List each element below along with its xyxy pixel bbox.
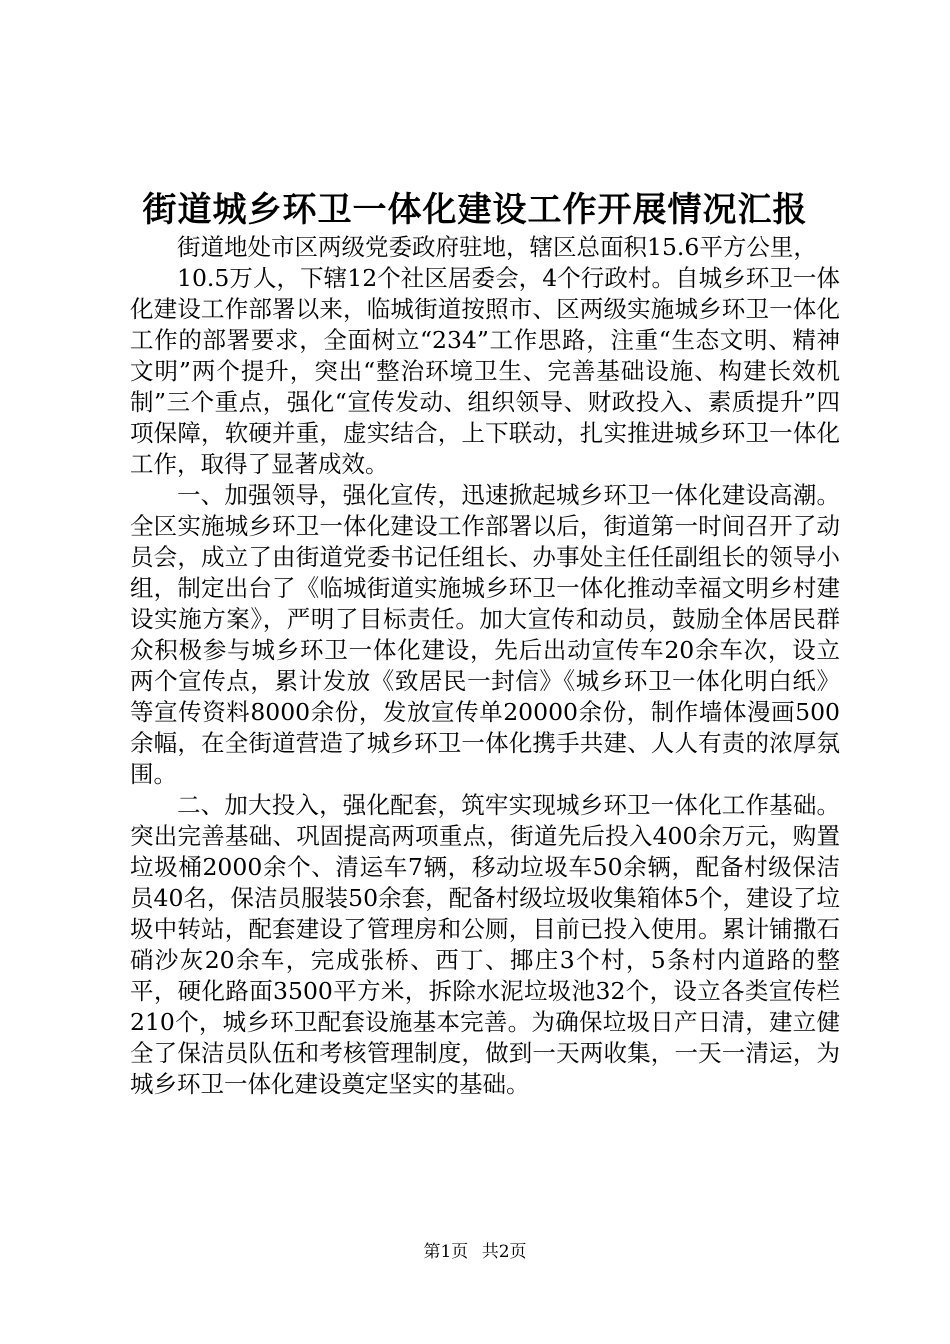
paragraph-section-2: 二、加大投入，强化配套，筑牢实现城乡环卫一体化工作基础。突出完善基础、巩固提高两项重点，街道先后投入400余万元，购置垃圾桶2000余个、清运车7辆，移动垃圾车50余辆，配备村级保洁员40名，保洁员服装50余套，配备村级垃圾收集箱体5个，建设了垃圾中转站，配套建设了管理房和公厕，目前已投入使用。累计铺撒石硝沙灰20余车，完成张桥、西丁、揶庄3个村，5条村内道路的整平，硬化路面3500平方米，拆除水泥垃圾池32个，设立各类宣传栏210个，城乡环卫配套设施基本完善。为确保垃圾日产日清，建立健全了保洁员队伍和考核管理制度，做到一天两收集，一天一清运，为城乡环卫一体化建设奠定坚实的基础。 bbox=[130, 791, 840, 1098]
paragraph-intro: 街道地处市区两级党委政府驻地，辖区总面积15.6平方公里， bbox=[177, 233, 817, 261]
document-body bbox=[130, 232, 840, 1100]
page-footer bbox=[0, 1240, 950, 1264]
page-total: 共2页 bbox=[481, 1242, 527, 1262]
paragraph-section-1: 一、加强领导，强化宣传，迅速掀起城乡环卫一体化建设高潮。全区实施城乡环卫一体化建设工作部署以后，街道第一时间召开了动员会，成立了由街道党委书记任组长、办事处主任任副组长的领导小组，制定出台了《临城街道实施城乡环卫一体化推动幸福文明乡村建设实施方案》，严明了目标责任。加大宣传和动员，鼓励全体居民群众积极参与城乡环卫一体化建设，先后出动宣传车20余车次，设立两个宣传点，累计发放《致居民一封信》《城乡环卫一体化明白纸》等宣传资料8000余份，发放宣传单20000余份，制作墙体漫画500余幅，在全街道营造了城乡环卫一体化携手共建、人人有责的浓厚氛围。 bbox=[130, 481, 840, 788]
document-title: 街道城乡环卫一体化建设工作开展情况汇报 bbox=[142, 190, 808, 230]
page-number: 第1页 bbox=[423, 1242, 469, 1262]
paragraph-overview: 10.5万人，下辖12个社区居委会，4个行政村。自城乡环卫一体化建设工作部署以来，临城街道按照市、区两级实施城乡环卫一体化工作的部署要求，全面树立“234”工作思路，注重“生态文明、精神文明”两个提升，突出“整治环境卫生、完善基础设施、构建长效机制”三个重点，强化“宣传发动、组织领导、财政投入、素质提升”四项保障，软硬并重，虚实结合，上下联动，扎实推进城乡环卫一体化工作，取得了显著成效。 bbox=[130, 264, 840, 478]
